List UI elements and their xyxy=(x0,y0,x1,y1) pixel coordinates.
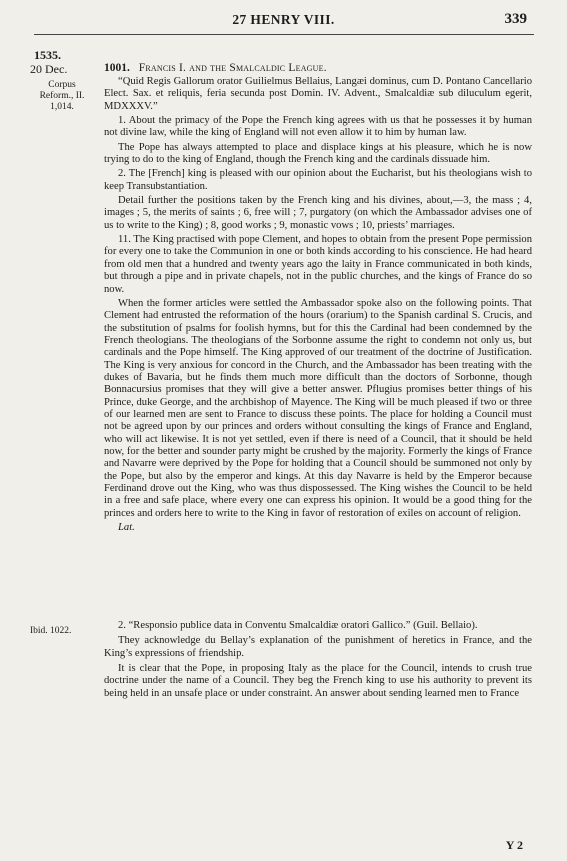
running-title: 27 HENRY VIII. xyxy=(232,12,335,27)
paragraph: They acknowledge du Bellay’s explanation of the punishment of heretics in France, and the King’s expressions of friendship. xyxy=(104,635,532,659)
margin-ref-line: Corpus xyxy=(48,80,76,90)
entry-number: 1001. xyxy=(104,62,130,74)
paragraph: Detail further the positions taken by the French king and his divines, about,—3, the mass ; 4, images ; 5, the merits of saints ; 6, free will ; 7, purgatory (on which the Ambassador advises one of us to write to the King) ; 8, good works ; 9, monastic vows ; 10, priests’ marriages. xyxy=(104,195,532,231)
margin-ref-line: 1,014. xyxy=(50,102,74,112)
signature-mark: Y 2 xyxy=(505,838,523,852)
margin-date: 20 Dec. xyxy=(30,62,68,76)
margin-ref-line: Reform., II. xyxy=(39,91,85,101)
entry-heading xyxy=(104,62,532,75)
responsio-quote: 2. “Responsio publice data in Conventu Smalcaldiæ oratori Gallico.” (Guil. Bellaio). xyxy=(118,620,478,631)
paragraph: 11. The King practised with pope Clement, and hopes to obtain from the present Pope permission for every one to take the Communion in one or both kinds according to his conscience. He had heard from old men that a hundred and twenty years ago the laity in France communicated in both kinds, but through a pipe and in private chapels, not in the public churches, and the kings of France do so now. xyxy=(104,234,532,295)
paragraph: When the former articles were settled the Ambassador spoke also on the following points. That Clement had entrusted the reformation of the hours (orarium) to the Spanish cardinal S. Crucis, and the substitution of psalms for foolish hymns, but for this the Cardinal had been condemned by the French theologians. The theologians of the Sorbonne assume the right to condemn not only us, but cardinals and the Pope himself. The King approved of our treatment of the doctrine of Justification. The King is very anxious for concord in the Church, and the Ambassador has been treating with the dukes of Bavaria, but he finds them much more difficult than the doctors of Sorbonne, though Bonnacursius promises that they will give a better answer. Pflugius promises better things of his Prince, duke George, and the archbishop of Mayence. The King will be much pleased if two or three of our learned men are sent to France to discuss these points. The place for holding a Council must not be agreed upon by our princes and orders without consulting the kings of France and England, who will act likewise. It is not yet settled, even if there is need of a Council, that it should be held now, for the better and sounder party might be crushed by the majority. Formerly the kings of France and Navarre were deprived by the Pope for holding that a Council should be summoned not only by the Pope, but also by the emperor and kings. At this day Navarre is held by the Emperor because Ferdinand drove out the King, who was thus dispossessed. The King wishes the Council to be held in a free and safe place, where every one can express his opinion. It would be a good thing for the princes and orders here to write to the King in favor of restoration of exiles on account of religion. xyxy=(104,297,532,519)
margin-reference-ibid: Ibid. 1022. xyxy=(30,626,72,636)
running-header xyxy=(0,10,567,32)
entry-body xyxy=(104,62,532,534)
paragraph: It is clear that the Pope, in proposing Italy as the place for the Council, intends to crush true doctrine under the name of a Council. They beg the French king to use his authority to prevent its being held in an unsafe place or under constraint. An answer about sending learned men to France xyxy=(104,663,532,699)
header-rule xyxy=(34,34,534,35)
paragraph: The Pope has always attempted to place and displace kings at his pleasure, which he is now trying to do to the king of England, though the French king and the cardinals dissuade him. xyxy=(104,141,532,166)
margin-reference xyxy=(30,80,94,113)
page-number: 339 xyxy=(504,11,527,27)
entry-title: Francis I. and the Smalcaldic League. xyxy=(138,62,327,74)
paragraph: 1. About the primacy of the Pope the French king agrees with us that he possesses it by human not divine law, while the king of England will not even allow it to him by human law. xyxy=(104,115,532,139)
margin-year: 1535. xyxy=(34,48,61,62)
language-note: Lat. xyxy=(118,522,135,534)
latin-heading-quote: “Quid Regis Gallorum orator Guilielmus Bellaius, Langæi dominus, cum D. Pontano Cancellario Elect. Sax. et reliquis, feria secunda post Domin. IV. Advent., Smalcaldiæ sub diluculum egerit, MDXXXV.” xyxy=(104,76,532,112)
second-entry xyxy=(104,620,532,703)
paragraph: 2. The [French] king is pleased with our opinion about the Eucharist, but his theologians wish to keep Transubstantiation. xyxy=(104,168,532,192)
